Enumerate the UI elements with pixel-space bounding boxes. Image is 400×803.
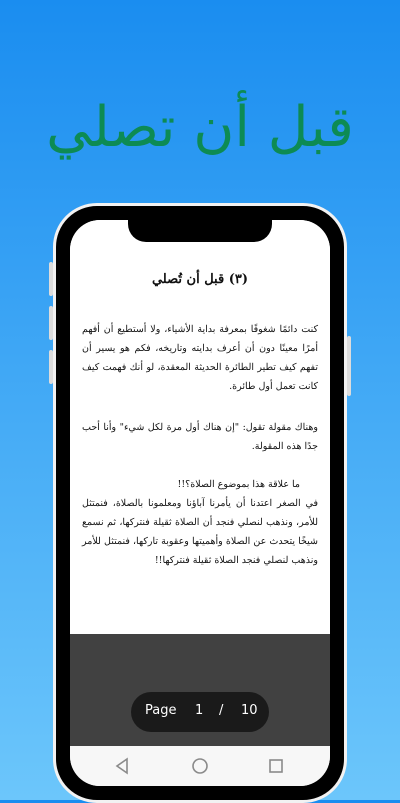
document-paragraph: كنت دائمًا شغوفًا بمعرفة بداية الأشياء، ولا أستطيع أن أفهم أمرًا معينًا دون أن أعرف بدايته وتاريخه، فكم هو يسير أن تفهم كيف تطير الطائرة الحديثة المعقدة، لو أنك فهمت كيف كانت تعمل أول طائرة.	[82, 324, 318, 392]
document-title: (٣) قبل أن تُصلي	[151, 272, 249, 287]
system-nav-bar	[70, 746, 330, 786]
current-page-number: 1	[195, 703, 204, 718]
promo-headline: قبل أن تصلي	[46, 95, 354, 160]
document-paragraph	[82, 475, 318, 570]
paragraph-lead: ما علاقة هذا بموضوع الصلاة؟!!	[177, 479, 300, 490]
page-label: Page	[145, 703, 177, 718]
phone-side-button	[49, 262, 53, 296]
home-circle-icon[interactable]	[190, 756, 210, 776]
phone-notch	[128, 220, 272, 242]
document-paragraph: وهناك مقولة تقول: "إن هناك أول مرة لكل شيء" وأنا أحب جدًا هذه المقولة.	[82, 422, 318, 452]
back-triangle-icon[interactable]	[112, 756, 132, 776]
document-page[interactable]	[70, 220, 330, 634]
paragraph-body: في الصغر اعتدنا أن يأمرنا آباؤنا ومعلمونا بالصلاة، فنمتثل للأمر، ونذهب لنصلي فنجد أن الصلاة ثقيلة فنتركها، ثم نسمع شيخًا يتحدث عن الصلاة وأهميتها وعقوبة تاركها، فنمتثل للأمر ونذهب لنصلي فنجد الصلاة ثقيلة فنتركها!!	[82, 498, 318, 566]
phone-volume-up-button	[49, 306, 53, 340]
total-pages: 10	[241, 703, 258, 718]
recent-square-icon[interactable]	[266, 756, 286, 776]
phone-screen	[70, 220, 330, 786]
phone-volume-down-button	[49, 350, 53, 384]
page-separator: /	[219, 703, 224, 718]
page-indicator[interactable]	[131, 692, 269, 732]
phone-power-button	[347, 336, 351, 396]
